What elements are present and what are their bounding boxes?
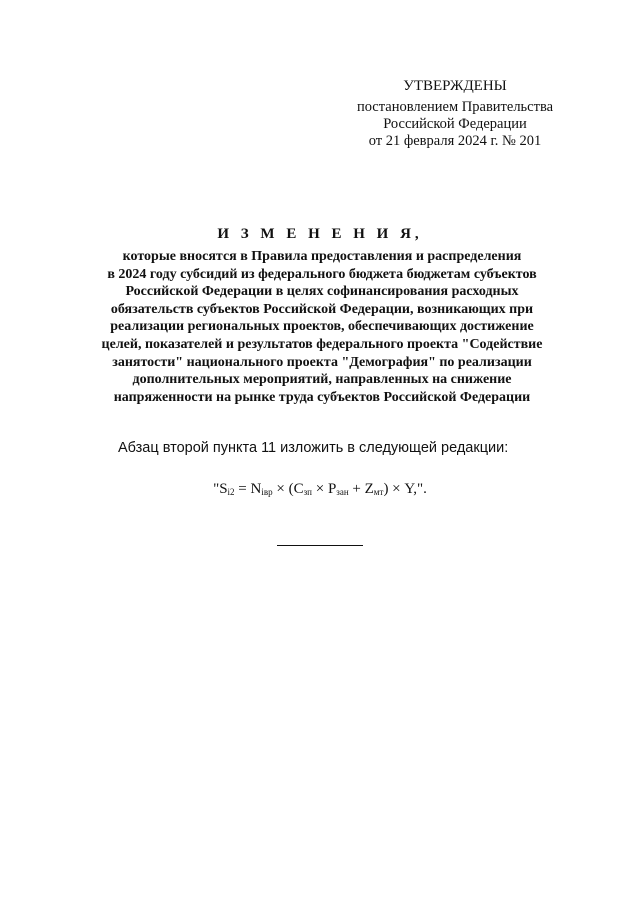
subtitle-line: занятости" национального проекта "Демография" по реализации	[112, 354, 532, 370]
formula-plus: +	[348, 481, 365, 497]
subtitle-line: целей, показателей и результатов федерального проекта "Содействие	[101, 336, 543, 352]
subtitle-line: реализации региональных проектов, обеспечивающих достижение	[110, 319, 534, 335]
changes-title: И З М Е Н Е Н И Я,	[217, 226, 423, 242]
formula-open-quote: "	[213, 481, 220, 497]
formula-n-subscript: iвр	[261, 487, 273, 497]
formula-times-open: × (	[272, 481, 294, 497]
approval-line-government: Российской Федерации	[383, 116, 527, 132]
subtitle-line: Российской Федерации в целях софинансирования расходных	[125, 284, 519, 300]
formula	[0, 481, 640, 498]
changes-subtitle	[82, 248, 562, 406]
formula-tail: ) × Y,".	[383, 481, 427, 497]
formula-z: Z	[364, 481, 374, 497]
formula-equals: =	[234, 481, 251, 497]
approval-line-date: от 21 февраля 2024 г. № 201	[368, 133, 542, 149]
formula-c-subscript: зп	[303, 487, 312, 497]
formula-p-subscript: зан	[336, 487, 349, 497]
approval-title: УТВЕРЖДЕНЫ	[403, 78, 507, 94]
formula-n: N	[250, 481, 262, 497]
subtitle-line: дополнительных мероприятий, направленных на снижение	[132, 372, 512, 388]
formula-times: ×	[311, 481, 328, 497]
formula-s: S	[219, 481, 228, 497]
approval-line-resolution: постановлением Правительства	[356, 99, 554, 115]
formula-s-subscript: i2	[227, 487, 235, 497]
formula-c: C	[293, 481, 304, 497]
subtitle-line: напряженности на рынке труда субъектов Российской Федерации	[113, 389, 531, 405]
subtitle-line: обязательств субъектов Российской Федерации, возникающих при	[110, 301, 534, 317]
subtitle-line: в 2024 году субсидий из федерального бюджета бюджетам субъектов	[107, 266, 537, 282]
approval-block	[330, 78, 580, 150]
subtitle-line: которые вносятся в Правила предоставления и распределения	[122, 249, 522, 264]
closing-rule	[277, 545, 363, 546]
formula-z-subscript: мт	[373, 487, 384, 497]
formula-p: P	[327, 481, 337, 497]
instruction-text: Абзац второй пункта 11 изложить в следующей редакции:	[118, 440, 509, 456]
